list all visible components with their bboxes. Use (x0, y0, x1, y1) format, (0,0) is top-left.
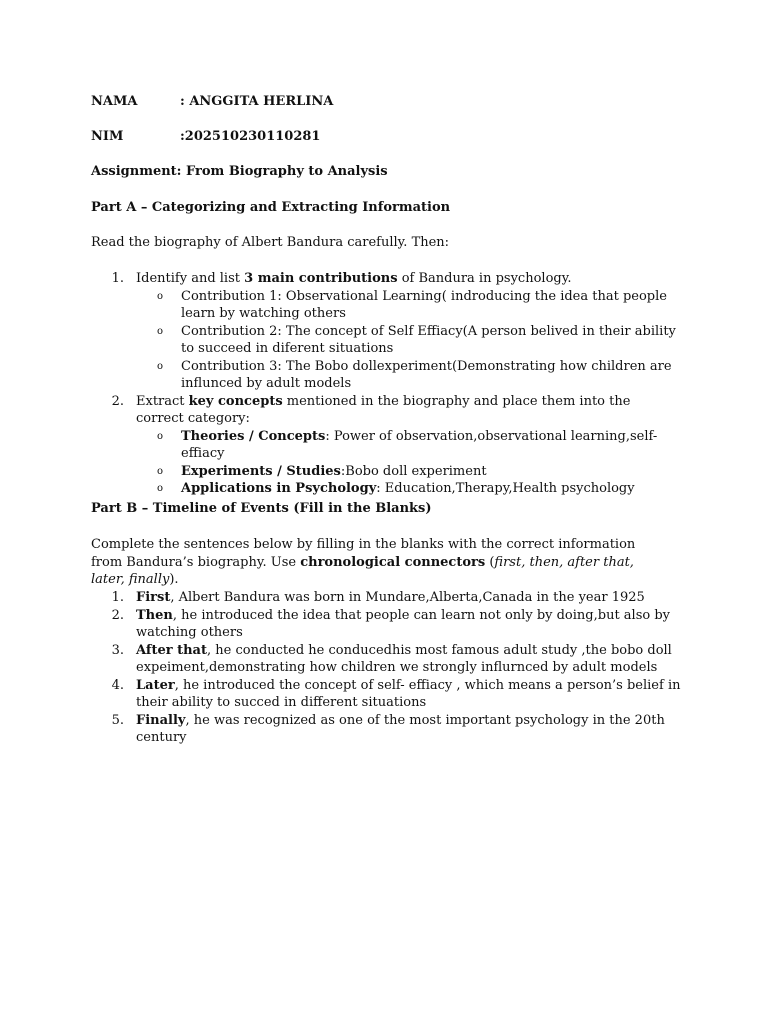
list-item (91, 270, 681, 393)
part-b-intro (91, 536, 651, 589)
nim-label: NIM (91, 129, 124, 144)
category-label: Theories / Concepts (181, 428, 326, 444)
part-b-list (91, 589, 681, 747)
bullet-text: Contribution 2: The concept of Self Effiacy(A person belived in their ability to succeed in diferent situations (181, 323, 676, 356)
circle-bullet-icon: o (157, 483, 164, 494)
circle-bullet-icon: o (157, 325, 164, 337)
item-text-pre: Identify and list (136, 271, 245, 286)
item-number: 3. (111, 642, 124, 658)
item-text-post: of Bandura in psychology. (397, 271, 572, 286)
list-item (91, 642, 681, 677)
intro-paren-close: ). (169, 572, 179, 587)
category-sep: : (340, 463, 346, 479)
part-b-title: Part B – Timeline of Events (Fill in the Blanks) (91, 501, 432, 516)
intro-paren-open: ( (485, 554, 495, 570)
category-text: Power of observation,observational learning,self- effiacy (181, 428, 658, 461)
name-value: : ANGGITA HERLINA (180, 94, 334, 109)
part-a-list (91, 270, 681, 498)
item-text: , Albert Bandura was born in Mundare,Alberta,Canada in the year 1925 (170, 590, 645, 605)
nim-line (91, 128, 691, 146)
connector-word: Finally (136, 712, 186, 728)
category-label: Experiments / Studies (181, 463, 341, 479)
category-text: Education,Therapy,Health psychology (384, 481, 635, 496)
circle-bullet-icon: o (157, 360, 164, 372)
item-text: , he introduced the concept of self- effiacy , which means a person’s belief in their ability to succed in different situations (136, 677, 681, 710)
item-text: , he conducted he conducedhis most famous adult study ,the bobo doll expeiment,demonstrating how children we strongly influrnced by adult models (136, 642, 672, 675)
item-text-post: mentioned in the biography and place them into the correct category: (136, 393, 631, 426)
item-number: 4. (111, 677, 124, 693)
connector-word: After that (136, 642, 207, 658)
category-text: Bobo doll experiment (345, 463, 487, 479)
assignment-title: Assignment: From Biography to Analysis (91, 164, 388, 179)
category-sep: : (376, 481, 385, 496)
list-item (91, 589, 681, 607)
item-text-bold: key concepts (188, 393, 283, 409)
list-item (136, 428, 681, 463)
item-text-bold: 3 main contributions (244, 271, 398, 286)
list-item (136, 463, 681, 481)
list-item (136, 358, 681, 393)
contributions-list (136, 288, 681, 393)
item-number: 1. (111, 271, 124, 286)
item-number: 1. (111, 590, 124, 605)
list-item (136, 480, 681, 498)
list-item (136, 288, 681, 323)
bullet-text: Contribution 1: Observational Learning( indroducing the idea that people learn by watching others (181, 288, 667, 321)
intro-bold: chronological connectors (300, 554, 486, 570)
item-number: 5. (111, 712, 124, 728)
name-label: NAMA (91, 94, 138, 109)
category-label: Applications in Psychology (181, 481, 377, 496)
list-item (91, 607, 681, 642)
circle-bullet-icon: o (157, 430, 164, 442)
part-a-intro: Read the biography of Albert Bandura carefully. Then: (91, 235, 450, 250)
concepts-list (136, 428, 681, 498)
circle-bullet-icon: o (157, 290, 164, 302)
intro-italic: first, then, after that, later, finally (91, 554, 634, 587)
name-line (91, 93, 691, 111)
connector-word: Then (136, 607, 173, 623)
circle-bullet-icon: o (157, 465, 164, 477)
intro-text: Complete the sentences below by filling in the blanks with the correct information from Bandura’s biography. Use (91, 537, 636, 570)
list-item (91, 677, 681, 712)
item-text: , he introduced the idea that people can learn not only by doing,but also by watching others (136, 607, 671, 640)
item-text-pre: Extract (136, 393, 189, 409)
part-a-title: Part A – Categorizing and Extracting Information (91, 200, 451, 215)
item-number: 2. (111, 607, 124, 623)
connector-word: First (136, 590, 171, 605)
list-item (91, 712, 681, 747)
list-item (136, 323, 681, 358)
connector-word: Later (136, 677, 175, 693)
item-text: , he was recognized as one of the most important psychology in the 20th century (136, 712, 665, 745)
list-item (91, 393, 681, 498)
category-sep: : (325, 428, 334, 444)
item-number: 2. (111, 393, 124, 409)
bullet-text: Contribution 3: The Bobo dollexperiment(Demonstrating how children are influnced by adult models (181, 358, 672, 391)
nim-value: :202510230110281 (180, 129, 321, 144)
